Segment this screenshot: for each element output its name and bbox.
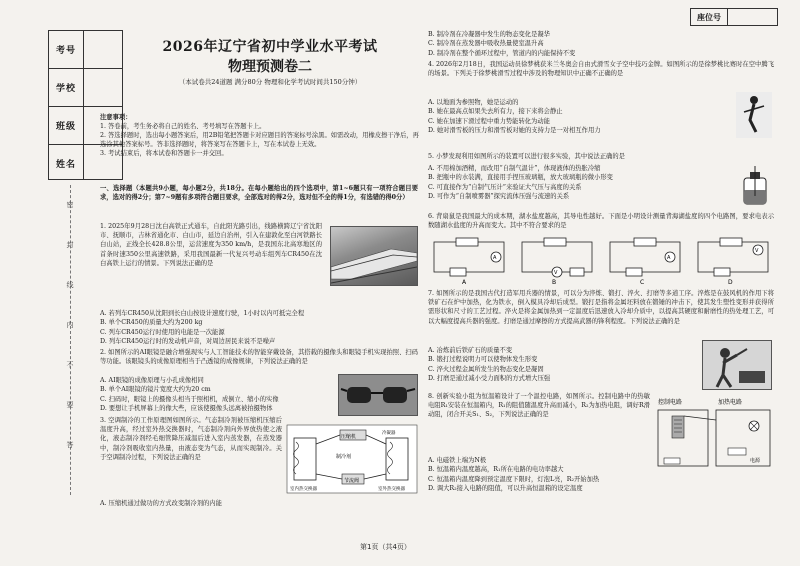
question-7 xyxy=(428,289,774,326)
svg-text:A: A xyxy=(667,255,671,261)
svg-text:V: V xyxy=(554,270,558,276)
exam-subtitle: 物理预测卷二 xyxy=(228,59,312,75)
question-7-stem: 7. 如图所示的是我国古代打造军用兵器的情景，可以分为淬炼、锻打、淬火、打磨等多道工序。淬炼是在鼓风机的作用下将铁矿石在炉中加热，化为铁水，倒入模具冷却后成型。锻打是指将金属坯料放在锻锤的冲击下，使其发生塑性变形并获得所需形状和尺寸的工艺过程。淬火是将金属加热到一定温度后迅速放入冷却介质中，以提高其硬度和耐磨性的热处理工艺，可以大幅度提高兵器的强度。打磨是通过摩擦的方式提高武器的锋利程度。下列说法正确的是 xyxy=(428,290,774,325)
question-7-options xyxy=(428,346,696,384)
seal-char: 密 xyxy=(66,201,74,209)
notice-heading: 注意事项： xyxy=(100,114,132,121)
question-3-options xyxy=(100,499,400,508)
circuit-c-label: C xyxy=(640,279,645,286)
page-number: 第1页（共4页） xyxy=(360,543,411,551)
q7-option-c: C. 淬火过程金属所发生的物态变化是凝固 xyxy=(428,365,544,373)
question-3-continued xyxy=(428,30,774,58)
ancient-forging-illustration xyxy=(702,340,772,390)
q1-option-b: B. 单个CR450的质量大约为200 kg xyxy=(100,319,203,327)
q7-option-a: A. 冶炼前后铁矿石的质量不变 xyxy=(428,347,513,354)
circuit-a-label: A xyxy=(462,279,467,286)
question-4-stem: 4. 2026年2月18日，我国运动员徐梦桃获米兰冬奥会自由式滑雪女子空中技巧金牌。如图所示的是徐梦桃比赛时在空中腾飞的场景。下列关于徐梦桃滑雪过程中涉及的物理知识中正确不正确的是 xyxy=(428,61,774,78)
q8-option-c: C. 恒温箱内温度降到预定温度下限时，灯泡L亮，R₂开始加热 xyxy=(428,475,600,483)
q2-option-d: D. 要想让手机屏幕上的像大些，应该使摄像头远离被拍摄物体 xyxy=(100,405,273,413)
info-name: 姓名 xyxy=(55,160,76,170)
question-3 xyxy=(100,416,282,462)
q5-option-c: C. 可直接作为“自制气压计”来验证大气压与高度的关系 xyxy=(428,183,582,191)
question-6-stem: 6. 背扇鼠是我国最大的成本期，湖水盐度越高，其导电性越好。下面是小明设计测量背海湖盐度的四个电路图，要求电表示数随湖水盐度的升高而变大。其中不符合要求的是 xyxy=(428,213,774,230)
q5-option-b: B. 把瓶中的水装满，直接用手捏压玻璃瓶，放大玻璃瓶的微小形变 xyxy=(428,174,613,182)
q7-option-b: B. 锻打过程说明力可以使物体发生形变 xyxy=(428,356,538,364)
question-1 xyxy=(100,222,322,268)
seal-char: 线 xyxy=(66,281,74,289)
ac-label-throttle: 节流阀 xyxy=(344,478,360,484)
q1-option-c: C. 列车CR450运行时使用的电能是一次能源 xyxy=(100,328,225,336)
label-control-circuit: 控制电路 xyxy=(658,399,683,406)
ac-cycle-diagram xyxy=(286,424,418,494)
info-field[interactable] xyxy=(82,69,122,107)
q4-option-b: B. 她在最高点如果失去所有力，接下来将会静止 xyxy=(428,108,563,116)
question-8 xyxy=(428,392,650,420)
question-1-stem: 1. 2025年9月28日沈白高铁正式通车，自此阳光路引出，线路横跨辽宁省沈阳市、抚顺市，吉林省通化市、白山市，延边自治州，引入在建敦化至白河铁路长白山站，正线全长428.8公里，运营速度为350 km/h，是我国东北高寒地区的首条时速350公里高速铁路，采用我国最新一代复兴号动车组列车CR450在沈白高铁上运行的情景。下列说法正确的是 xyxy=(100,223,322,267)
ac-label-outdoor: 室外热交换器 xyxy=(378,487,405,492)
question-2-stem: 2. 如图所示的AI眼镜是融合增强现实与人工智能技术的智能穿戴设备，其搭载的摄像头和眼镜手机实现拍照、扫码等功能。该眼镜头的成像原理相当于凸透镜的成像规律，下列说法正确的是 xyxy=(100,349,418,366)
circuit-c xyxy=(610,238,680,286)
ac-label-compressor: 压缩机 xyxy=(341,434,357,440)
question-2-options xyxy=(100,376,332,414)
circuits-svg xyxy=(430,232,774,286)
question-5 xyxy=(428,152,774,161)
q8-option-a: A. 电磁铁上端为N极 xyxy=(428,457,487,464)
notice-item: 1. 答卷前，考生务必将自己的姓名、考号填写在答题卡上。 xyxy=(100,123,266,130)
question-4 xyxy=(428,60,774,78)
q2-option-a: A. AI眼镜的成像原理与小孔成像相同 xyxy=(100,377,204,384)
skier-illustration xyxy=(736,92,772,138)
q1-option-d: D. 列车CR450运行时的发动机声音，对周边居民来说不是噪声 xyxy=(100,338,276,346)
section-heading-text: 一、选择题（本题共9小题，每小题2分，共18分。在每小题给出的四个选项中，第1~6题只有一项符合题目要求，选对的得2分；第7~9题有多项符合题目要求，全部选对的得2分，选对但不全的得1分，有选错的得0分） xyxy=(100,185,418,202)
label-power: 电源 xyxy=(750,458,761,464)
ac-label-condenser: 冷凝器 xyxy=(382,431,396,436)
q7-option-d: D. 打磨是通过减小受力面积的方式增大压强 xyxy=(428,375,551,383)
info-exam-number: 考号 xyxy=(49,31,83,69)
bottle-diagram xyxy=(740,166,770,206)
q5-option-a: A. 不用棉加酒精，而改用“自制气温计”，体现液体的热胀冷缩 xyxy=(428,165,601,172)
glasses-icon xyxy=(339,375,417,415)
q2-option-c: C. 扫码时，眼镜上的摄像头相当于照相机，成倒立、缩小的实像 xyxy=(100,395,279,403)
question-5-stem: 5. 小梦发现利用如图所示的装置可以进行很多实验，其中说法正确的是 xyxy=(428,153,625,160)
q8-option-d: D. 调大R₂接入电路的阻值，可以升高恒温箱的设定温度 xyxy=(428,485,583,493)
seal-char: 内 xyxy=(66,321,74,329)
svg-text:A: A xyxy=(493,255,497,261)
question-8-options xyxy=(428,456,718,494)
question-5-options xyxy=(428,164,728,202)
q1-option-a: A. 若列车CR450从沈阳到长白山按设计速度行驶，1小时以内可抵完全程 xyxy=(100,310,305,317)
q4-option-a: A. 以地面为参照物，她是运动的 xyxy=(428,99,519,106)
q3-option-a: A. 压缩机通过做功的方式改变制冷剂的内能 xyxy=(100,500,222,507)
ac-diagram xyxy=(286,424,418,494)
q3-option-c: C. 制冷剂在蒸发器中吸收热量使室温升高 xyxy=(428,40,544,48)
q2-option-b: B. 单个AI眼镜的镜片宽度大约为20 cm xyxy=(100,386,211,394)
skier-photo xyxy=(736,92,772,138)
exam-title: 2026年辽宁省初中学业水平考试 xyxy=(162,39,378,55)
label-heating-circuit: 加热电路 xyxy=(718,399,743,406)
q4-option-c: C. 她在加速下滑过程中重力势能转化为动能 xyxy=(428,117,550,125)
notice-item: 2. 答选择题时，选出每小题答案后，用2B铅笔把答题卡对应题目的答案标号涂黑。如需改动，用橡皮擦干净后，再选涂其他答案标号。答非选择题时，将答案写在答题卡上，写在本试卷上无效。 xyxy=(100,132,419,148)
seal-char: 答 xyxy=(66,441,74,449)
q5-option-d: D. 可作为“自制喷雾器”探究流体压强与流速的关系 xyxy=(428,193,570,201)
q3-option-d: D. 制冷剂在整个循环过程中，管道内的内能保持不变 xyxy=(428,49,576,57)
q4-option-d: D. 她对滑雪板的压力和滑雪板对她的支持力是一对相互作用力 xyxy=(428,127,601,135)
circuit-a xyxy=(434,238,504,286)
question-6 xyxy=(428,212,774,230)
ai-glasses-photo xyxy=(338,374,418,416)
q3-option-b: B. 制冷剂在冷凝器中发生的物态变化是凝华 xyxy=(428,31,550,38)
section-heading xyxy=(100,184,418,202)
seal-char: 封 xyxy=(66,241,74,249)
ac-label-indoor: 室内热交换器 xyxy=(290,487,317,492)
question-4-options xyxy=(428,98,718,136)
notice-item: 3. 考试结束后，将本试卷和答题卡一并交回。 xyxy=(100,150,228,157)
notice-block xyxy=(100,113,422,158)
train-illustration xyxy=(331,227,417,285)
forging-icon xyxy=(703,341,771,389)
info-school: 学校 xyxy=(49,69,83,107)
bottle-icon xyxy=(740,166,770,206)
circuit-b xyxy=(522,238,592,286)
exam-meta: （本试卷共24道题 满分80分 物理和化学考试时间共150分钟） xyxy=(178,78,362,86)
q8-option-b: B. 恒温箱内温度越高，R₁所在电路的电功率越大 xyxy=(428,466,564,474)
info-class: 班级 xyxy=(49,107,83,145)
info-field[interactable] xyxy=(82,31,122,69)
seat-number-field[interactable] xyxy=(728,9,777,25)
seal-char: 要 xyxy=(66,401,74,409)
seat-number-box xyxy=(690,8,778,26)
seal-text xyxy=(65,200,75,450)
circuit-d xyxy=(698,238,768,286)
train-photo xyxy=(330,226,418,286)
question-1-options xyxy=(100,309,418,347)
seal-char: 不 xyxy=(66,361,74,369)
seat-number-label: 座位号 xyxy=(691,9,728,25)
circuit-d-label: D xyxy=(728,279,733,286)
ac-label-refrigerant: 制冷剂 xyxy=(336,454,352,460)
circuit-b-label: B xyxy=(552,279,557,286)
circuit-options xyxy=(430,232,774,286)
question-2 xyxy=(100,348,418,366)
svg-text:V: V xyxy=(755,248,759,254)
student-info-labels xyxy=(48,30,84,180)
question-8-stem: 8. 创新实验小组为恒温箱设计了一个温控电路，如图所示。控制电路中的热敏电阻R₁安装在恒温箱内，R₁的阻值随温度升高而减小，R₂为加热电阻，调好R滑动阻，闭合开关S₁、S₂，下列说法正确的是 xyxy=(428,393,650,419)
question-3-stem: 3. 空调制冷的工作原理图如图所示。气态制冷剂被压缩机压缩后温度升高，经过室外热交换器时，气态制冷剂向外界放热使之液化，液态制冷剂经毛细管降压减温后进入室内蒸发器，在蒸发器中，制冷剂吸收室内热量，由液态变为气态，从而实现制冷。关于空调制冷过程，下列说法正确的是 xyxy=(100,417,282,461)
